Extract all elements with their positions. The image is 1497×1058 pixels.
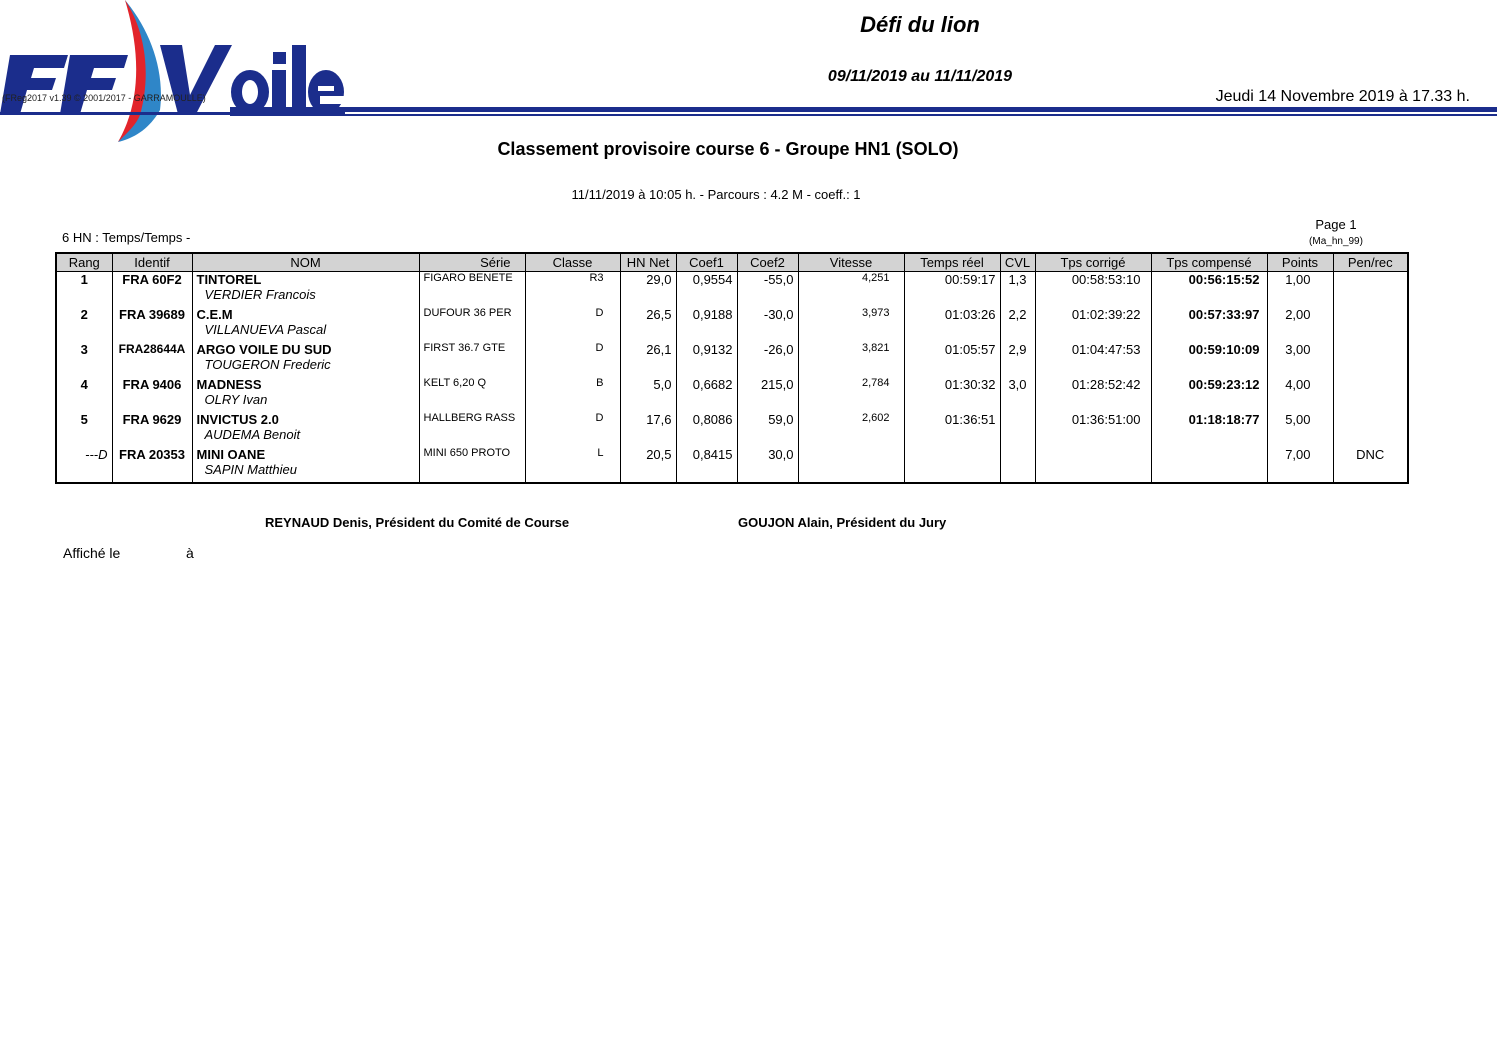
cell-hn-net: 5,0 [620, 377, 676, 412]
col-header-serie: Série [419, 253, 525, 272]
skipper-name: VERDIER Francois [204, 287, 316, 302]
cell-hn-net: 17,6 [620, 412, 676, 447]
cell-pen-rec [1333, 412, 1408, 447]
event-title: Défi du lion [860, 12, 980, 37]
scoring-method: 6 HN : Temps/Temps - [62, 230, 191, 245]
cell-rang: 3 [56, 342, 112, 377]
boat-name: MINI OANE [196, 447, 266, 462]
cell-classe: D [525, 412, 620, 447]
print-date: Jeudi 14 Novembre 2019 à 17.33 h. [1215, 88, 1470, 105]
cell-hn-net: 26,5 [620, 307, 676, 342]
skipper-name: SAPIN Matthieu [204, 462, 297, 477]
cell-nom [192, 412, 419, 447]
cell-coef2: -26,0 [737, 342, 798, 377]
cell-temps-reel: 01:36:51 [904, 412, 1000, 447]
table-row [56, 447, 1408, 483]
cell-classe: D [525, 307, 620, 342]
cell-hn-net: 20,5 [620, 447, 676, 483]
cell-temps-reel: 01:30:32 [904, 377, 1000, 412]
cell-cvl: 3,0 [1000, 377, 1035, 412]
cell-serie: KELT 6,20 Q [419, 377, 525, 412]
cell-rang: 2 [56, 307, 112, 342]
cell-temps-reel: 01:03:26 [904, 307, 1000, 342]
ranking-title: Classement provisoire course 6 - Groupe HN1 (SOLO) [497, 139, 959, 159]
cell-pen-rec: DNC [1333, 447, 1408, 483]
skipper-name: OLRY Ivan [204, 392, 268, 407]
cell-temps-reel: 00:59:17 [904, 272, 1000, 308]
cell-coef1: 0,8086 [676, 412, 737, 447]
cell-cvl [1000, 412, 1035, 447]
cell-points: 3,00 [1267, 342, 1333, 377]
col-header-points: Points [1267, 253, 1333, 272]
cell-pen-rec [1333, 272, 1408, 308]
cell-classe: B [525, 377, 620, 412]
posted-on-label: Affiché le [63, 545, 121, 561]
cell-classe: D [525, 342, 620, 377]
table-row [56, 272, 1408, 308]
software-copyright: (FReg2017 v1.39 © 2001/2017 - GARRAMOULLE) [2, 93, 206, 103]
col-header-pen-rec: Pen/rec [1333, 253, 1408, 272]
table-row [56, 377, 1408, 412]
cell-pen-rec [1333, 307, 1408, 342]
cell-nom [192, 342, 419, 377]
col-header-tps-corrige: Tps corrigé [1035, 253, 1151, 272]
cell-vitesse: 2,784 [798, 377, 904, 412]
cell-rang: ---D [56, 447, 112, 483]
cell-cvl: 2,2 [1000, 307, 1035, 342]
col-header-identif: Identif [112, 253, 192, 272]
cell-points: 4,00 [1267, 377, 1333, 412]
col-header-hn-net: HN Net [620, 253, 676, 272]
cell-tps-corrige: 00:58:53:10 [1035, 272, 1151, 308]
cell-vitesse: 3,821 [798, 342, 904, 377]
cell-nom [192, 447, 419, 483]
race-committee-signature: REYNAUD Denis, Président du Comité de Course [265, 515, 570, 530]
col-header-vitesse: Vitesse [798, 253, 904, 272]
sail-logo-icon [0, 0, 345, 145]
cell-identif: FRA 9629 [112, 412, 192, 447]
cell-classe: L [525, 447, 620, 483]
cell-points: 7,00 [1267, 447, 1333, 483]
cell-coef2: -30,0 [737, 307, 798, 342]
cell-vitesse: 3,973 [798, 307, 904, 342]
cell-tps-compense [1151, 447, 1267, 483]
cell-coef1: 0,9132 [676, 342, 737, 377]
cell-cvl: 1,3 [1000, 272, 1035, 308]
col-header-tps-compense: Tps compensé [1151, 253, 1267, 272]
cell-coef1: 0,9554 [676, 272, 737, 308]
jury-signature: GOUJON Alain, Président du Jury [738, 515, 947, 530]
cell-coef1: 0,6682 [676, 377, 737, 412]
header-rule-thin [230, 114, 1497, 116]
skipper-name: AUDEMA Benoit [204, 427, 301, 442]
cell-tps-corrige [1035, 447, 1151, 483]
cell-serie: HALLBERG RASS [419, 412, 525, 447]
cell-serie: MINI 650 PROTO [419, 447, 525, 483]
cell-cvl [1000, 447, 1035, 483]
skipper-name: TOUGERON Frederic [204, 357, 331, 372]
cell-classe: R3 [525, 272, 620, 308]
cell-tps-compense: 00:56:15:52 [1151, 272, 1267, 308]
skipper-name: VILLANUEVA Pascal [204, 322, 327, 337]
page-code: (Ma_hn_99) [1309, 236, 1363, 247]
event-dates: 09/11/2019 au 11/11/2019 [827, 68, 1013, 85]
boat-name: C.E.M [196, 307, 233, 322]
cell-tps-corrige: 01:04:47:53 [1035, 342, 1151, 377]
cell-hn-net: 26,1 [620, 342, 676, 377]
cell-tps-compense: 00:57:33:97 [1151, 307, 1267, 342]
col-header-temps-reel: Temps réel [904, 253, 1000, 272]
cell-nom [192, 307, 419, 342]
cell-coef1: 0,8415 [676, 447, 737, 483]
cell-vitesse: 2,602 [798, 412, 904, 447]
cell-nom [192, 377, 419, 412]
boat-name: TINTOREL [196, 272, 262, 287]
table-header-row [56, 253, 1408, 272]
cell-rang: 1 [56, 272, 112, 308]
cell-points: 1,00 [1267, 272, 1333, 308]
cell-coef2: -55,0 [737, 272, 798, 308]
cell-cvl: 2,9 [1000, 342, 1035, 377]
results-table [55, 252, 1409, 484]
cell-tps-corrige: 01:02:39:22 [1035, 307, 1151, 342]
cell-temps-reel: 01:05:57 [904, 342, 1000, 377]
boat-name: INVICTUS 2.0 [196, 412, 279, 427]
cell-coef2: 215,0 [737, 377, 798, 412]
cell-points: 5,00 [1267, 412, 1333, 447]
col-header-coef2: Coef2 [737, 253, 798, 272]
cell-coef2: 30,0 [737, 447, 798, 483]
cell-vitesse [798, 447, 904, 483]
cell-temps-reel [904, 447, 1000, 483]
table-row [56, 307, 1408, 342]
cell-rang: 5 [56, 412, 112, 447]
cell-coef1: 0,9188 [676, 307, 737, 342]
cell-serie: DUFOUR 36 PER [419, 307, 525, 342]
posted-at-label: à [186, 545, 194, 561]
col-header-classe: Classe [525, 253, 620, 272]
cell-serie: FIGARO BENETE [419, 272, 525, 308]
cell-pen-rec [1333, 342, 1408, 377]
boat-name: MADNESS [196, 377, 262, 392]
col-header-cvl: CVL [1000, 253, 1035, 272]
cell-pen-rec [1333, 377, 1408, 412]
cell-tps-compense: 00:59:23:12 [1151, 377, 1267, 412]
table-row [56, 342, 1408, 377]
cell-identif: FRA 39689 [112, 307, 192, 342]
cell-identif: FRA 9406 [112, 377, 192, 412]
page-number: Page 1 [1315, 217, 1357, 232]
cell-serie: FIRST 36.7 GTE [419, 342, 525, 377]
boat-name: ARGO VOILE DU SUD [196, 342, 332, 357]
cell-rang: 4 [56, 377, 112, 412]
cell-points: 2,00 [1267, 307, 1333, 342]
cell-vitesse: 4,251 [798, 272, 904, 308]
col-header-rang: Rang [56, 253, 112, 272]
cell-identif: FRA 60F2 [112, 272, 192, 308]
table-row [56, 412, 1408, 447]
cell-tps-corrige: 01:28:52:42 [1035, 377, 1151, 412]
cell-coef2: 59,0 [737, 412, 798, 447]
cell-tps-compense: 01:18:18:77 [1151, 412, 1267, 447]
ffvoile-logo [0, 0, 345, 145]
cell-identif: FRA28644A [112, 342, 192, 377]
cell-tps-compense: 00:59:10:09 [1151, 342, 1267, 377]
header-rule [230, 107, 1497, 112]
race-info: 11/11/2019 à 10:05 h. - Parcours : 4.2 M - coeff.: 1 [571, 187, 861, 202]
cell-identif: FRA 20353 [112, 447, 192, 483]
col-header-nom: NOM [192, 253, 419, 272]
col-header-coef1: Coef1 [676, 253, 737, 272]
cell-nom [192, 272, 419, 308]
cell-tps-corrige: 01:36:51:00 [1035, 412, 1151, 447]
cell-hn-net: 29,0 [620, 272, 676, 308]
